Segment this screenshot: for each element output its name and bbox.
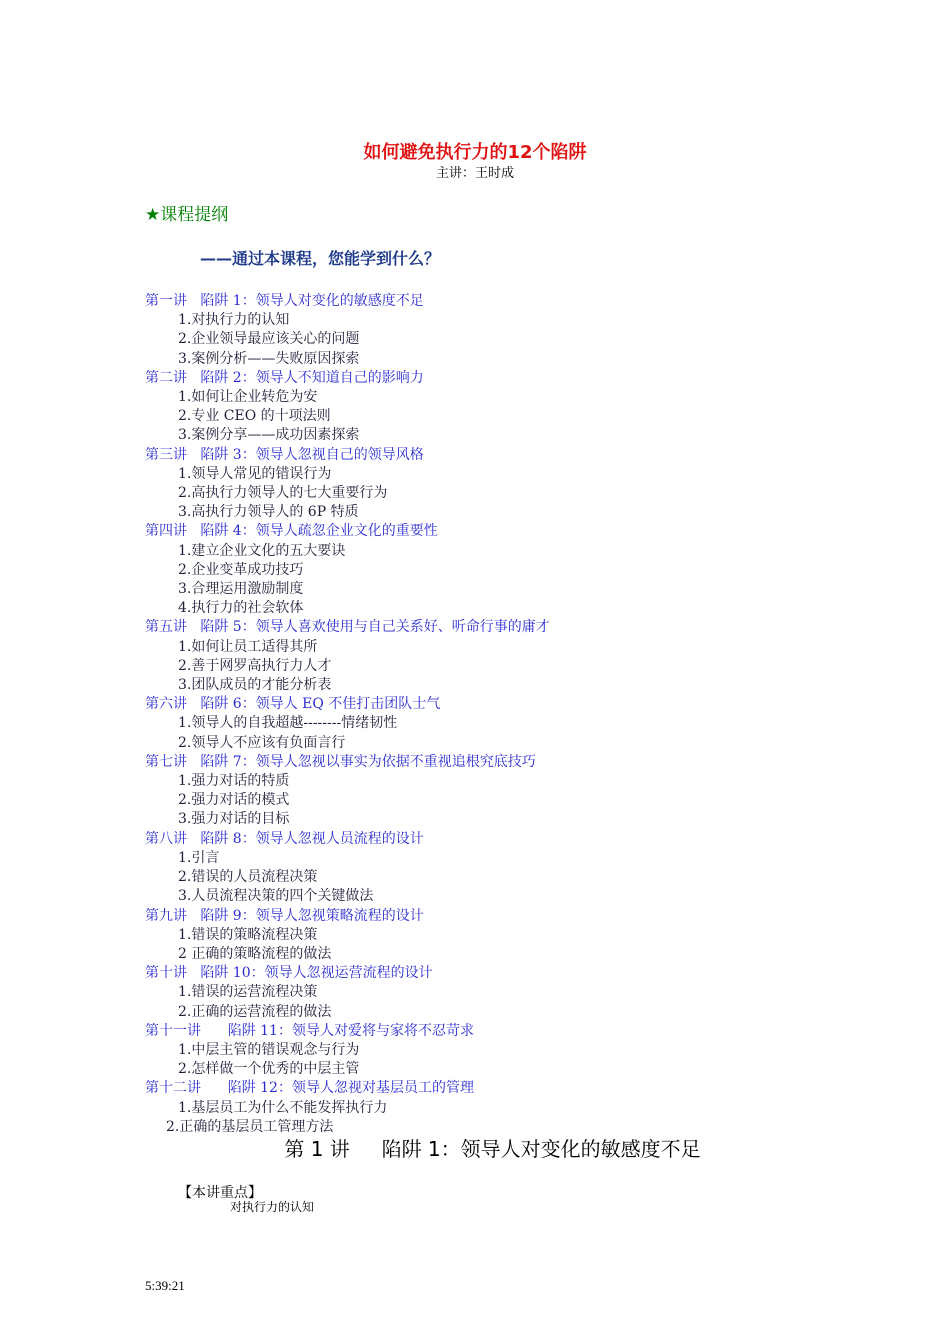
outline-subtitle: ——通过本课程，您能学到什么？: [200, 249, 441, 268]
toc-item: 1.如何让员工适得其所: [178, 638, 318, 655]
toc-section: [145, 1022, 865, 1080]
toc-section: [145, 1079, 865, 1137]
toc-item: 2.企业领导最应该关心的问题: [178, 331, 360, 348]
key-points-text: 对执行力的认知: [230, 1200, 315, 1214]
toc-item: 3.案例分析——失败原因探索: [178, 350, 360, 367]
toc-lecture: 第十一讲 陷阱 11：领导人对爱将与家将不忍苛求: [145, 1022, 474, 1039]
section-title: 第 1 讲 陷阱 1：领导人对变化的敏感度不足: [284, 1137, 701, 1161]
toc-item: 3.合理运用激励制度: [178, 581, 304, 598]
toc-item: 1.错误的策略流程决策: [178, 926, 318, 943]
toc-item: 3.案例分享——成功因素探索: [178, 427, 360, 444]
toc-section: [145, 695, 865, 753]
toc-item: 2.善于网罗高执行力人才: [178, 657, 332, 674]
toc-item: 2.正确的基层员工管理方法: [166, 1118, 334, 1135]
toc-item: 2 正确的策略流程的做法: [178, 945, 332, 962]
toc-lecture: 第四讲 陷阱 4：领导人疏忽企业文化的重要性: [145, 523, 438, 540]
toc-item: 1.错误的运营流程决策: [178, 984, 318, 1001]
toc-item: 2.怎样做一个优秀的中层主管: [178, 1061, 360, 1078]
toc-item: 1.中层主管的错误观念与行为: [178, 1041, 360, 1058]
toc-item: 1.引言: [178, 849, 220, 866]
toc-item: 1.领导人常见的错误行为: [178, 465, 332, 482]
toc-lecture: 第十二讲 陷阱 12：领导人忽视对基层员工的管理: [145, 1080, 474, 1097]
toc-item: 3.团队成员的才能分析表: [178, 677, 332, 694]
toc-section: [145, 907, 865, 965]
toc-item: 2.强力对话的模式: [178, 792, 290, 809]
toc-lecture: 第二讲 陷阱 2：领导人不知道自己的影响力: [145, 369, 424, 386]
toc-item: 1.领导人的自我超越--------情绪韧性: [178, 715, 398, 732]
toc-section: [145, 292, 865, 369]
outline-heading: ★课程提纲: [145, 205, 229, 225]
toc-item: 1.建立企业文化的五大要诀: [178, 542, 346, 559]
toc-item: 1.强力对话的特质: [178, 773, 290, 790]
toc-lecture: 第九讲 陷阱 9：领导人忽视策略流程的设计: [145, 907, 424, 924]
toc-section: [145, 446, 865, 523]
speaker-line: 主讲：王时成: [435, 166, 514, 181]
toc-lecture: 第三讲 陷阱 3：领导人忽视自己的领导风格: [145, 446, 424, 463]
toc-section: [145, 369, 865, 446]
toc-section: [145, 830, 865, 907]
toc-section: [145, 522, 865, 618]
toc-item: 2.专业 CEO 的十项法则: [178, 408, 331, 425]
document-title: 如何避免执行力的12个陷阱: [363, 142, 587, 163]
toc-section: [145, 964, 865, 1022]
toc-item: 3.高执行力领导人的 6P 特质: [178, 504, 359, 521]
toc-item: 1.如何让企业转危为安: [178, 389, 318, 406]
toc-item: 2.企业变革成功技巧: [178, 561, 304, 578]
toc-lecture: 第五讲 陷阱 5：领导人喜欢使用与自己关系好、听命行事的庸才: [145, 619, 550, 636]
toc-lecture: 第六讲 陷阱 6：领导人 EQ 不佳打击团队士气: [145, 696, 441, 713]
toc-section: [145, 618, 865, 695]
toc-lecture: 第十讲 陷阱 10：领导人忽视运营流程的设计: [145, 965, 433, 982]
toc-lecture: 第八讲 陷阱 8：领导人忽视人员流程的设计: [145, 830, 424, 847]
toc-item: 2.高执行力领导人的七大重要行为: [178, 485, 388, 502]
toc-item: 4.执行力的社会软体: [178, 600, 304, 617]
timestamp: 5:39:21: [145, 1278, 185, 1293]
toc-lecture: 第一讲 陷阱 1：领导人对变化的敏感度不足: [145, 293, 424, 309]
toc-item: 1.对执行力的认知: [178, 312, 290, 329]
toc-item: 2.正确的运营流程的做法: [178, 1003, 332, 1020]
key-points-label: 【本讲重点】: [178, 1185, 262, 1201]
table-of-contents: [145, 292, 865, 1137]
toc-section: [145, 753, 865, 830]
toc-item: 3.强力对话的目标: [178, 811, 290, 828]
toc-item: 1.基层员工为什么不能发挥执行力: [178, 1099, 388, 1116]
toc-item: 2.错误的人员流程决策: [178, 869, 318, 886]
toc-item: 3.人员流程决策的四个关键做法: [178, 888, 374, 905]
toc-item: 2.领导人不应该有负面言行: [178, 734, 346, 751]
toc-lecture: 第七讲 陷阱 7：领导人忽视以事实为依据不重视追根究底技巧: [145, 753, 536, 770]
